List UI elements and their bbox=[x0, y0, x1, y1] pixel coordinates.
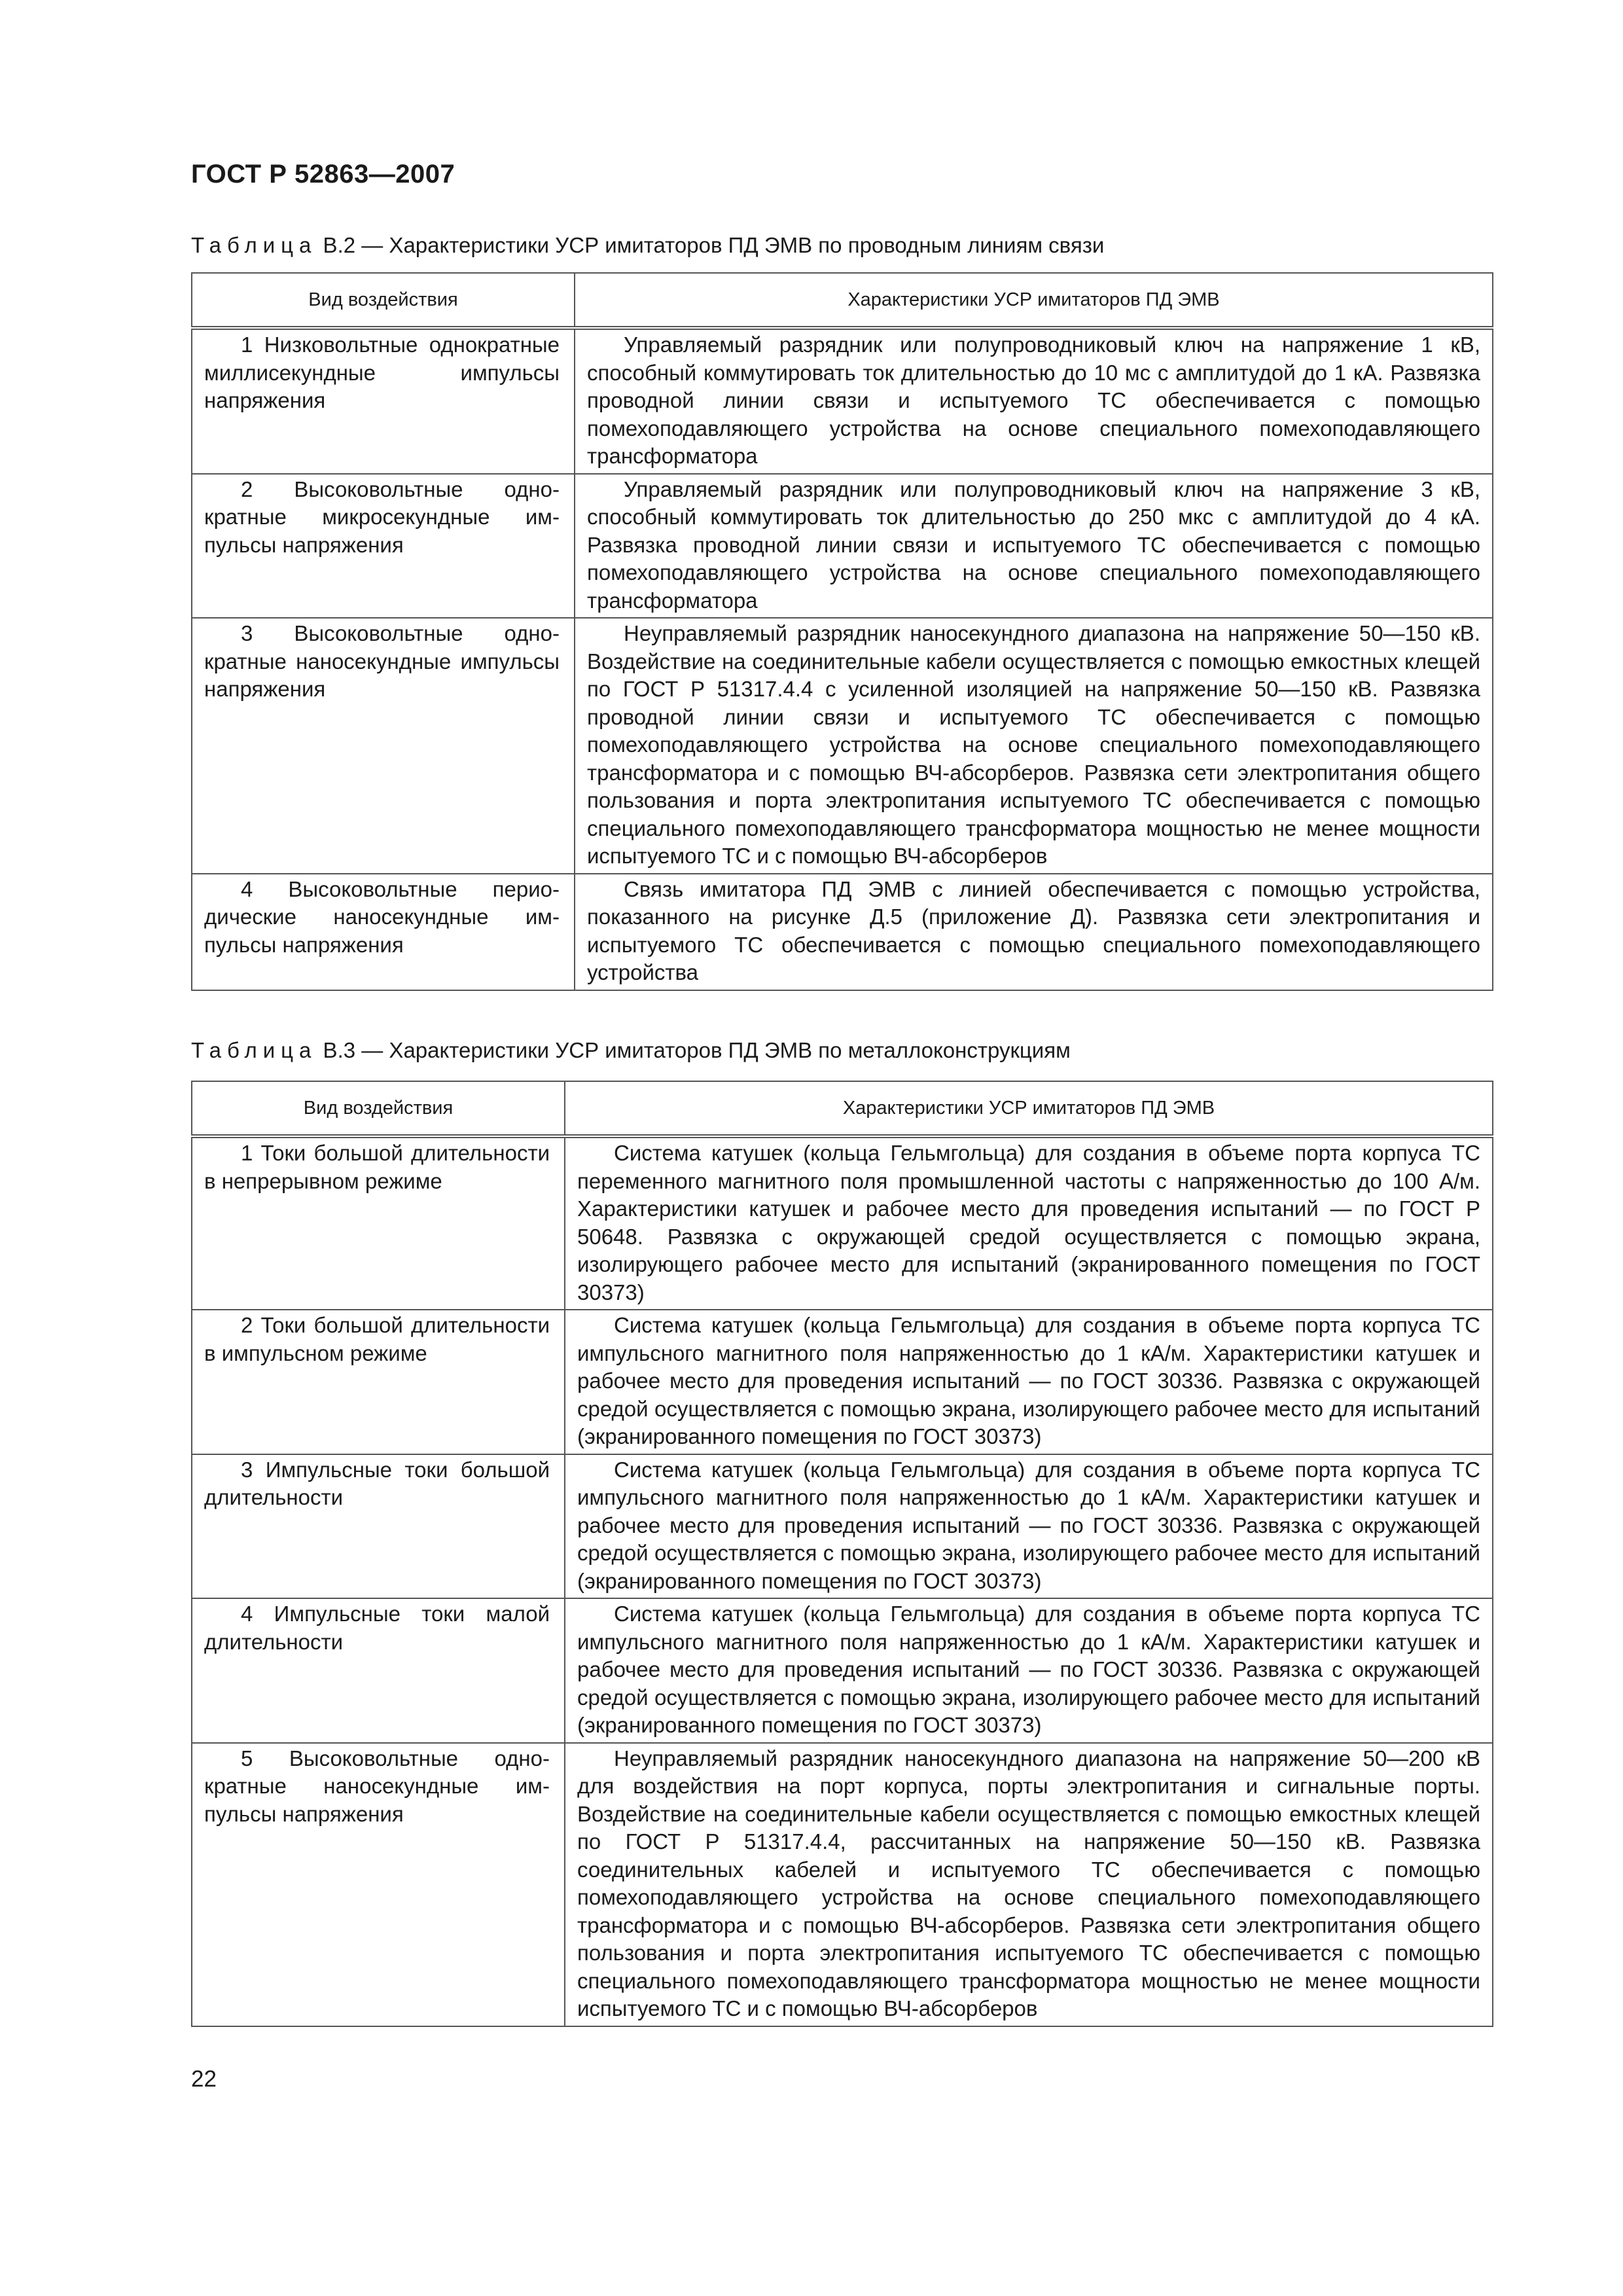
description-text: Система катушек (кольца Гельмгольца) для создания в объеме порта корпуса ТС импульсного магнитного поля напряженностью до 1 кА/м. Характеристики катушек и рабочее место для проведения испытаний — по ГОСТ 30336. Развязка с окружающей средой осуществляется с помощью экрана, изолирующего рабочее место для испытаний (экранированного помещения по ГОСТ 30373) bbox=[577, 1602, 1480, 1737]
table-b2 bbox=[191, 272, 1493, 991]
document-code: ГОСТ Р 52863—2007 bbox=[191, 160, 455, 188]
column-header-kind: Вид воздействия bbox=[192, 273, 575, 328]
kind-text: 2 Высоковольтные однократные микросекундные импульсы напряжения bbox=[204, 476, 560, 557]
description-cell bbox=[565, 1454, 1493, 1599]
description-cell bbox=[575, 474, 1493, 619]
description-text: Управляемый разрядник или полупроводниковый ключ на напряжение 3 кВ, способный коммутировать ток длительностью до 250 мкс с амплитудой до 4 кА. Развязка проводной линии связи и испытуемого ТС обеспечивается с помощью помехоподавляющего устройства на основе специального помехоподавляющего трансформатора bbox=[587, 476, 1480, 613]
table-row bbox=[192, 328, 1493, 474]
table-row bbox=[192, 1136, 1493, 1310]
table-row bbox=[192, 1310, 1493, 1454]
table-header-row bbox=[192, 273, 1493, 328]
description-cell bbox=[565, 1598, 1493, 1743]
column-header-kind: Вид воздействия bbox=[192, 1081, 565, 1136]
description-text: Неуправляемый разрядник наносекундного диапазона на напряжение 50—150 кВ. Воздействие на соединительные кабели осуществляется с помощью емкостных клещей по ГОСТ Р 51317.4.4 с усиленной изоляцией на напряжение 50—150 кВ. Развязка проводной линии связи и испытуемого ТС обеспечивается с помощью помехоподавляющего устройства на основе специального помехоподавляющего трансформатора и с помощью ВЧ-абсорберов. Развязка сети электропитания общего пользования и порта электропитания испытуемого ТС обеспечивается с помощью специального помехоподавляющего трансформатора мощностью не менее мощности испытуемого ТС и с помощью ВЧ-абсорберов bbox=[587, 621, 1480, 868]
kind-cell bbox=[192, 618, 575, 874]
description-cell bbox=[575, 874, 1493, 990]
kind-cell bbox=[192, 328, 575, 474]
table-row bbox=[192, 1454, 1493, 1599]
kind-text: 1 Низковольтные однократные миллисекундные импульсы напряжения bbox=[204, 332, 560, 412]
description-text: Система катушек (кольца Гельмгольца) для создания в объеме порта корпуса ТС переменного магнитного поля промышленной частоты с напряженностью до 100 А/м. Характеристики катушек и рабочее место для проведения испытаний — по ГОСТ Р 50648. Развязка с окружающей средой осуществляется с помощью экрана, изолирующего рабочее место для испытаний (экранированного помещения по ГОСТ 30373) bbox=[577, 1141, 1480, 1304]
table-row bbox=[192, 1743, 1493, 2026]
description-text: Неуправляемый разрядник наносекундного диапазона на напряжение 50—200 кВ для воздействия на порт корпуса, порты электропитания и сигнальные порты. Воздействие на соединительные кабели осуществляется с помощью емкостных клещей по ГОСТ Р 51317.4.4, рассчитанных на напряжение 50—150 кВ. Развязка соединительных кабелей и испытуемого ТС обеспечивается с помощью помехоподавляющего устройства на основе специального помехоподавляющего трансформатора и с помощью ВЧ-абсорберов. Развязка сети электропитания общего пользования и порта электропитания испытуемого ТС обеспечивается с помощью специального помехоподавляющего трансформатора мощностью не менее мощности испытуемого ТС и с помощью ВЧ-абсорберов bbox=[577, 1746, 1480, 2020]
kind-text: 2 Токи большой длительности в импульсном режиме bbox=[204, 1313, 550, 1365]
kind-cell bbox=[192, 1598, 565, 1743]
table-row bbox=[192, 874, 1493, 990]
kind-text: 1 Токи большой длительности в непрерывном режиме bbox=[204, 1141, 550, 1193]
kind-cell bbox=[192, 1310, 565, 1454]
description-cell bbox=[565, 1310, 1493, 1454]
table-b3 bbox=[191, 1081, 1493, 2027]
description-cell bbox=[575, 618, 1493, 874]
description-cell bbox=[565, 1743, 1493, 2026]
description-text: Система катушек (кольца Гельмгольца) для создания в объеме порта корпуса ТС импульсного магнитного поля напряженностью до 1 кА/м. Характеристики катушек и рабочее место для проведения испытаний — по ГОСТ 30336. Развязка с окружающей средой осуществляется с помощью экрана, изолирующего рабочее место для испытаний (экранированного помещения по ГОСТ 30373) bbox=[577, 1457, 1480, 1593]
kind-text: 4 Импульсные токи малой длительности bbox=[204, 1602, 550, 1654]
table-b3-caption-text: В.3 — Характеристики УСР имитаторов ПД ЭМВ по металлоконструкциям bbox=[317, 1038, 1071, 1062]
table-b2-caption bbox=[191, 233, 1104, 258]
table-b3-caption-prefix: Таблица bbox=[191, 1038, 317, 1062]
table-row bbox=[192, 1598, 1493, 1743]
description-text: Управляемый разрядник или полупроводниковый ключ на напряжение 1 кВ, способный коммутировать ток длительностью до 10 мс с амплитудой до 1 кА. Развязка проводной линии связи и испытуемого ТС обеспечивается с помощью помехоподавляющего устройства на основе специального помехоподавляющего трансформатора bbox=[587, 332, 1480, 468]
table-b2-caption-text: В.2 — Характеристики УСР имитаторов ПД ЭМВ по проводным линиям связи bbox=[317, 233, 1105, 257]
kind-cell bbox=[192, 1743, 565, 2026]
table-b3-caption bbox=[191, 1038, 1071, 1063]
kind-text: 4 Высоковольтные периодические наносекундные импульсы напряжения bbox=[204, 876, 560, 957]
kind-cell bbox=[192, 474, 575, 619]
column-header-characteristics: Характеристики УСР имитаторов ПД ЭМВ bbox=[575, 273, 1493, 328]
description-text: Система катушек (кольца Гельмгольца) для создания в объеме порта корпуса ТС импульсного магнитного поля напряженностью до 1 кА/м. Характеристики катушек и рабочее место для проведения испытаний — по ГОСТ 30336. Развязка с окружающей средой осуществляется с помощью экрана, изолирующего рабочее место для испытаний (экранированного помещения по ГОСТ 30373) bbox=[577, 1313, 1480, 1448]
description-text: Связь имитатора ПД ЭМВ с линией обеспечивается с помощью устройства, показанного на рисунке Д.5 (приложение Д). Развязка сети электропитания и испытуемого ТС обеспечивается с помощью специального помехоподавляющего устройства bbox=[587, 876, 1480, 984]
table-row bbox=[192, 474, 1493, 619]
table-b2-caption-prefix: Таблица bbox=[191, 233, 317, 257]
kind-text: 3 Импульсные токи большой длительности bbox=[204, 1457, 550, 1509]
description-cell bbox=[565, 1136, 1493, 1310]
column-header-characteristics: Характеристики УСР имитаторов ПД ЭМВ bbox=[565, 1081, 1493, 1136]
kind-text: 5 Высоковольтные однократные наносекундные импульсы напряжения bbox=[204, 1746, 550, 1826]
page-number: 22 bbox=[191, 2066, 217, 2092]
kind-text: 3 Высоковольтные однократные наносекундные импульсы напряжения bbox=[204, 621, 560, 701]
table-row bbox=[192, 618, 1493, 874]
description-cell bbox=[575, 328, 1493, 474]
kind-cell bbox=[192, 1136, 565, 1310]
kind-cell bbox=[192, 874, 575, 990]
table-header-row bbox=[192, 1081, 1493, 1136]
kind-cell bbox=[192, 1454, 565, 1599]
